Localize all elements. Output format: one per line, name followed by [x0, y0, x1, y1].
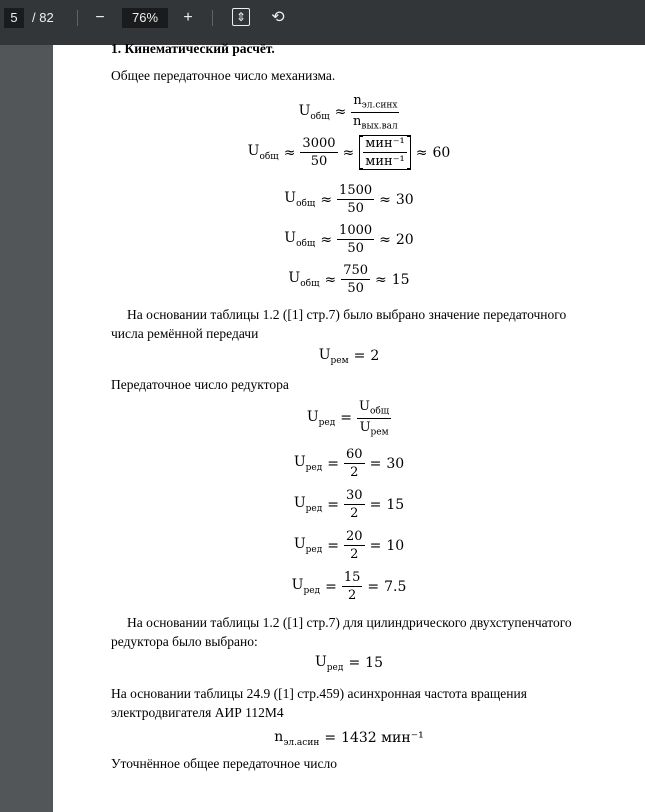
zoom-in-button[interactable]: + — [183, 9, 193, 26]
formula: $U_{общ}$ ≈ $\frac{1000}{50}$ ≈ 20 — [284, 223, 414, 256]
page-total: / 82 — [32, 10, 54, 25]
rotate-icon[interactable]: ⟲ — [271, 9, 285, 26]
formula: $U_{общ}$ ≈ $\frac{3000}{50}$ ≈ мин⁻¹ мин⁻¹ ≈ 60 — [247, 136, 451, 169]
paragraph: На основании таблицы 1.2 ([1] стр.7) было выбрано значение передаточного числа ремённой передачи — [111, 307, 567, 341]
formula: $U_{рем}$ = 2 — [318, 347, 380, 366]
formula: $n_{эл.асин}$ = 1432 мин⁻¹ — [274, 729, 424, 748]
paragraph: Передаточное число редуктора — [111, 377, 289, 392]
divider — [212, 10, 213, 26]
divider — [77, 10, 78, 26]
formula: $U_{общ}$ ≈ $\frac{1500}{50}$ ≈ 30 — [284, 183, 414, 216]
formula: $U_{общ}$ ≈ $\frac{750}{50}$ ≈ 15 — [288, 263, 410, 296]
zoom-input[interactable]: 76% — [122, 8, 168, 28]
fit-page-icon[interactable]: ⇕ — [232, 8, 250, 26]
paragraph: Уточнённое общее передаточное число — [111, 756, 337, 771]
page-number-input[interactable]: 5 — [4, 8, 24, 28]
formula: $U_{общ}$ ≈ $n_{эл.синх}$ $n_{вых.вал}$ — [298, 93, 398, 132]
paragraph: На основании таблицы 1.2 ([1] стр.7) для цилиндрического двухступенчатого редуктора было выбрано: — [111, 615, 572, 649]
document-page — [53, 41, 645, 812]
paragraph: Общее передаточное число механизма. — [111, 68, 336, 83]
formula: $U_{ред}$ = $\frac{15}{2}$ = 7.5 — [291, 570, 407, 603]
formula: $U_{ред}$ = $\frac{30}{2}$ = 15 — [293, 488, 405, 521]
formula: $U_{ред}$ = $\frac{60}{2}$ = 30 — [293, 447, 405, 480]
formula: $U_{ред}$ = $\frac{20}{2}$ = 10 — [293, 529, 405, 562]
formula: $U_{ред}$ = 15 — [314, 654, 383, 673]
pdf-toolbar — [0, 0, 645, 45]
formula: $U_{ред}$ = $U_{общ}$ $U_{рем}$ — [306, 399, 390, 438]
paragraph: На основании таблицы 24.9 ([1] стр.459) асинхронная частота вращения электродвигателя АИР 112М4 — [111, 686, 527, 720]
zoom-out-button[interactable]: − — [95, 9, 105, 26]
section-title: 1. Кинематический расчёт. — [111, 41, 275, 56]
